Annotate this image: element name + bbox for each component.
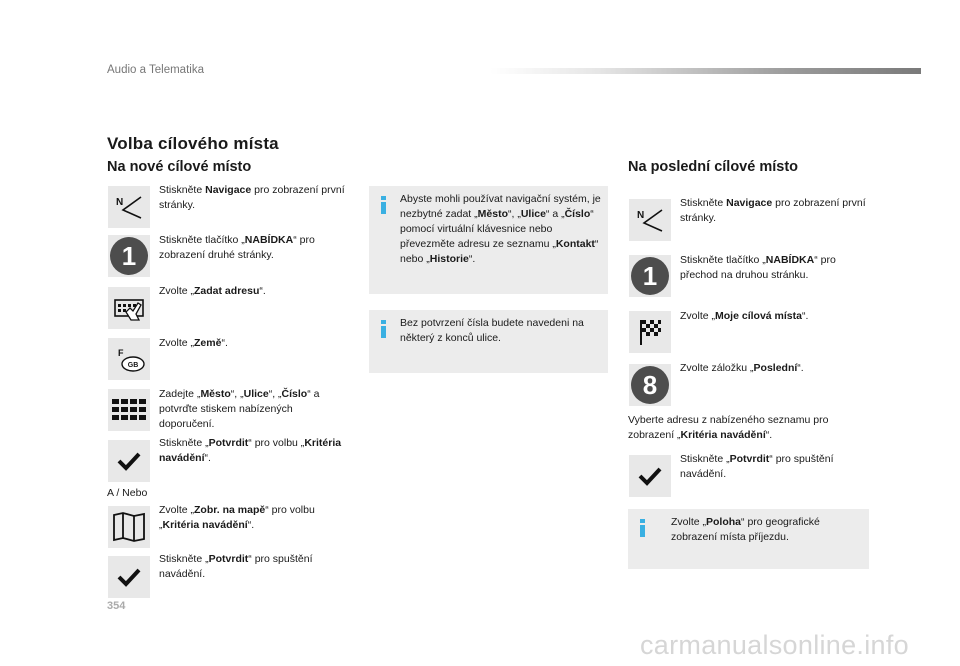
or-label: A / Nebo — [107, 487, 148, 499]
number-1-icon — [629, 255, 671, 297]
info-box-position-text: Zvolte „Poloha“ pro geografické zobrazení místa příjezdu. — [671, 516, 820, 543]
svg-text:GB: GB — [127, 362, 139, 369]
info-box-street-text: Bez potvrzení čísla budete navedeni na některý z konců ulice. — [400, 317, 584, 344]
left-step-3-text: Zvolte „Zadat adresu“. — [159, 285, 266, 297]
page-title: Volba cílového místa — [107, 134, 279, 153]
checkmark-icon — [629, 455, 671, 497]
right-step-3-text: Zvolte „Moje cílová místa“. — [680, 310, 809, 322]
keyboard-grid-icon — [108, 389, 150, 431]
checkered-flag-icon — [629, 311, 671, 353]
country-flag-icon — [108, 338, 150, 380]
svg-text:1: 1 — [121, 241, 137, 271]
info-box-position — [628, 509, 869, 569]
left-step-5-text: Zadejte „Město“, „Ulice“, „Číslo“ a potvrďte stiskem nabízených doporučení. — [159, 388, 320, 430]
right-step-4-text: Zvolte záložku „Poslední“. — [680, 362, 804, 374]
right-step-1-text: Stiskněte Navigace pro zobrazení první stránky. — [680, 197, 866, 224]
header-divider — [490, 68, 921, 74]
section-header: Audio a Telematika — [107, 64, 204, 76]
left-step-1-text: Stiskněte Navigace pro zobrazení první stránky. — [159, 184, 345, 211]
right-select-text: Vyberte adresu z nabízeného seznamu pro zobrazení „Kritéria navádění“. — [628, 414, 829, 441]
info-icon — [381, 320, 387, 338]
right-step-2-text: Stiskněte tlačítko „NABÍDKA“ pro přechod na druhou stránku. — [680, 254, 836, 281]
svg-text:8: 8 — [642, 370, 658, 400]
navigation-arrow-icon — [629, 199, 671, 241]
checkmark-icon — [108, 556, 150, 598]
left-heading: Na nové cílové místo — [107, 159, 252, 175]
svg-text:N: N — [116, 197, 124, 208]
info-box-street — [369, 310, 608, 373]
info-box-keyboard-text: Abyste mohli používat navigační systém, je nezbytné zadat „Město“, „Ulice“ a „Číslo“ pomocí virtuální klávesnice nebo převezměte adresu ze seznamu „Kontakt“ nebo „Historie“. — [400, 193, 601, 265]
svg-text:F: F — [118, 348, 124, 358]
number-8-icon — [629, 364, 671, 406]
watermark: carmanualsonline.info — [640, 630, 909, 660]
left-step-7-text: Zvolte „Zobr. na mapě“ pro volbu „Kritéria navádění“. — [159, 504, 315, 531]
page-number: 354 — [107, 600, 126, 612]
left-step-4-text: Zvolte „Země“. — [159, 337, 228, 349]
checkmark-icon — [108, 440, 150, 482]
svg-text:N: N — [637, 210, 645, 221]
address-keyboard-icon — [108, 287, 150, 329]
left-step-8-text: Stiskněte „Potvrdit“ pro spuštění navádění. — [159, 553, 313, 580]
info-icon — [381, 196, 387, 214]
map-icon — [108, 506, 150, 548]
left-step-6-text: Stiskněte „Potvrdit“ pro volbu „Kritéria navádění“. — [159, 437, 342, 464]
right-confirm-text: Stiskněte „Potvrdit“ pro spuštění navádění. — [680, 453, 834, 480]
left-step-2-text: Stiskněte tlačítko „NABÍDKA“ pro zobrazení druhé stránky. — [159, 234, 315, 261]
svg-text:1: 1 — [642, 261, 658, 291]
number-1-icon — [108, 235, 150, 277]
right-heading: Na poslední cílové místo — [628, 159, 799, 175]
info-icon — [640, 519, 646, 537]
info-box-keyboard — [369, 186, 608, 294]
navigation-arrow-icon — [108, 186, 150, 228]
